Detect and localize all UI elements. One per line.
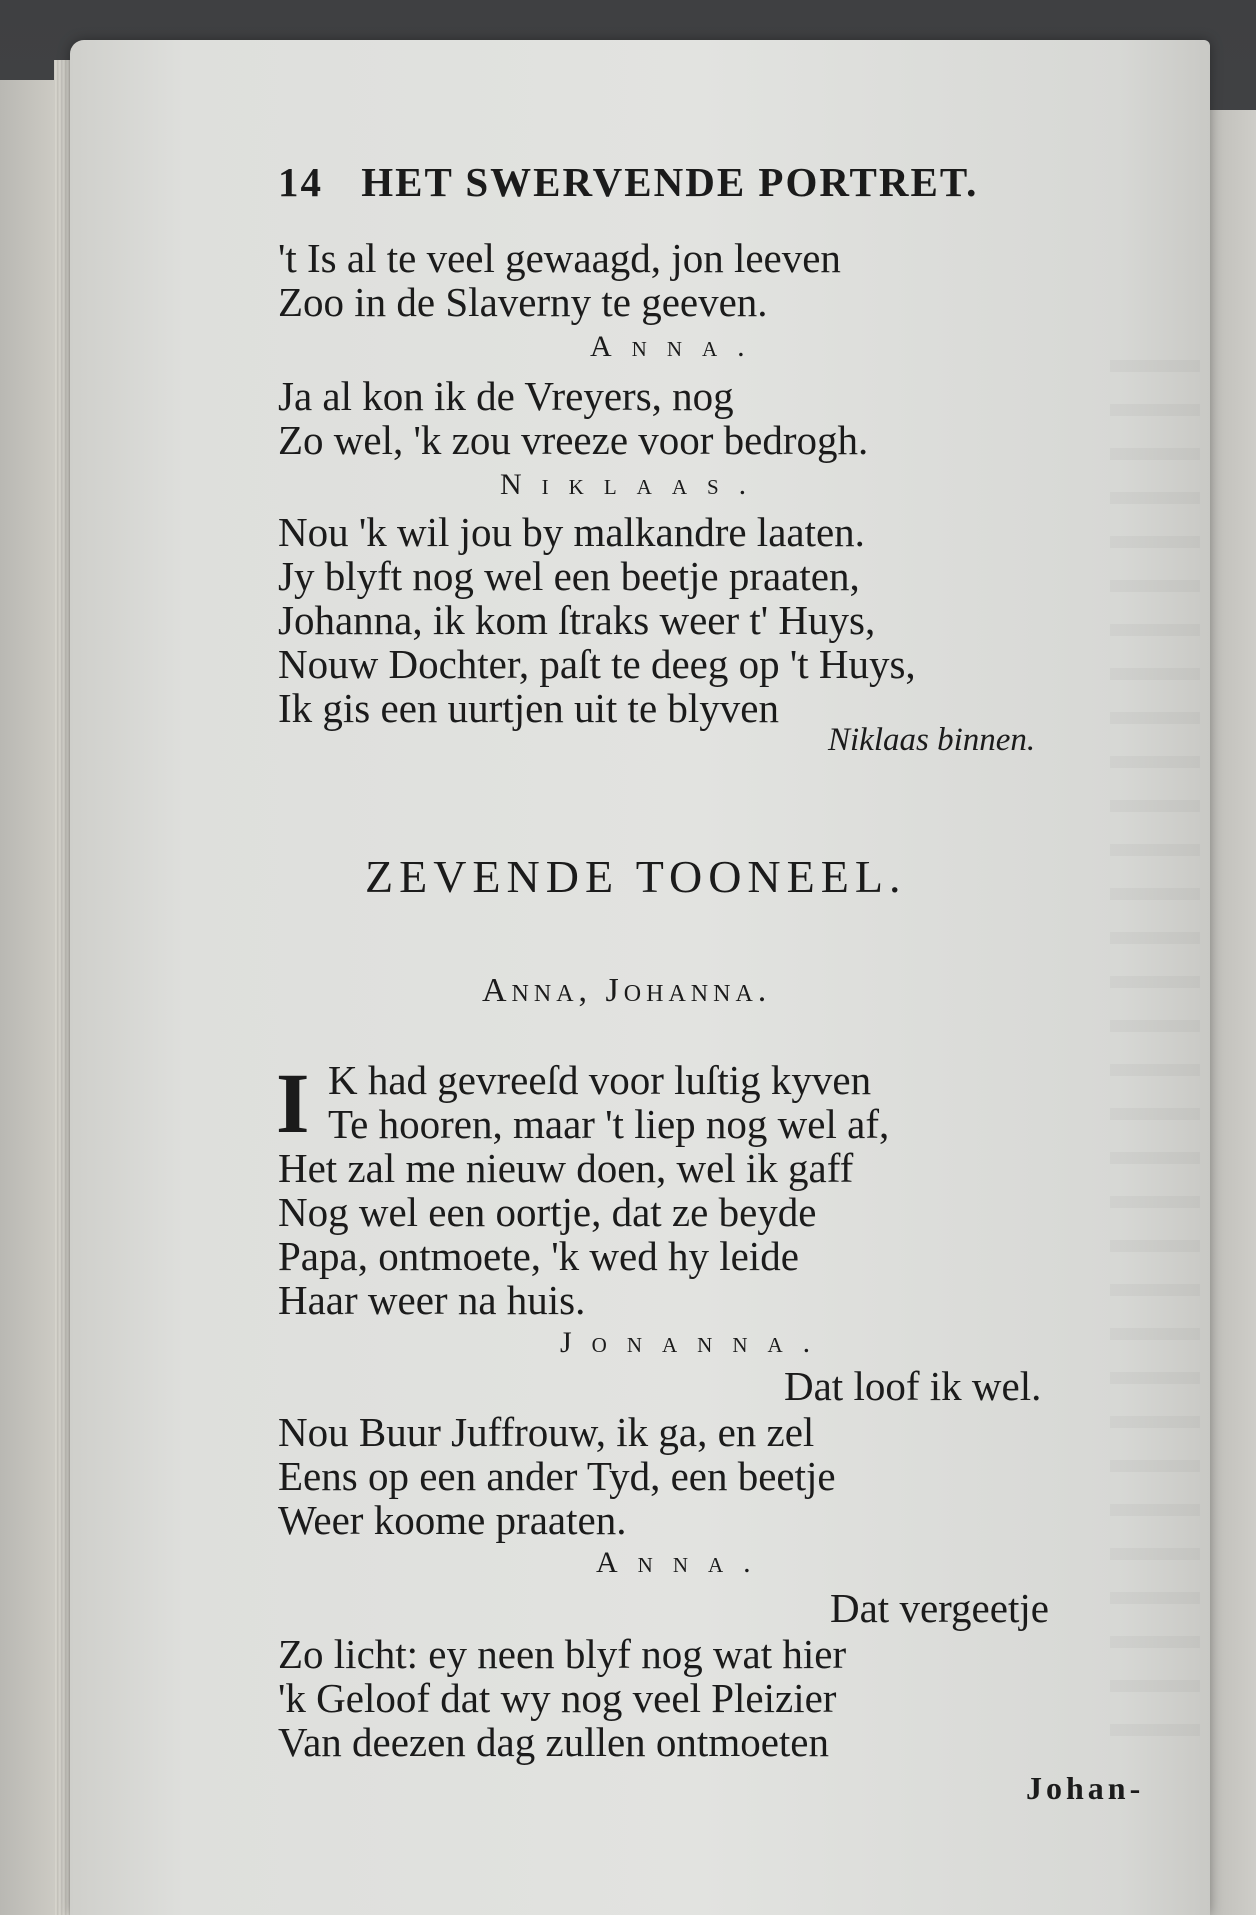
page-number: 14 bbox=[278, 159, 323, 205]
verse-line: Nou 'k wil jou by malkandre laaten. bbox=[278, 509, 865, 555]
verse-line: Zo wel, 'k zou vreeze voor bedrogh. bbox=[278, 417, 869, 463]
catchword: Johan- bbox=[1026, 1770, 1145, 1806]
verse-line: Johanna, ik kom ſtraks weer t' Huys, bbox=[278, 597, 876, 643]
running-title: HET SWERVENDE PORTRET. bbox=[361, 159, 979, 205]
verse-line: Haar weer na huis. bbox=[278, 1277, 586, 1323]
verse-line: K had gevreeſd voor luſtig kyven bbox=[328, 1057, 872, 1103]
verse-line: Papa, ontmoete, 'k wed hy leide bbox=[278, 1233, 799, 1279]
half-line: Dat vergeetje bbox=[830, 1585, 1049, 1631]
verse-line: Nog wel een oortje, dat ze beyde bbox=[278, 1189, 817, 1235]
verse-line: Jy blyft nog wel een beetje praaten, bbox=[278, 553, 860, 599]
speaker-niklaas: Niklaas. bbox=[500, 468, 767, 501]
running-header bbox=[278, 158, 978, 206]
verse-line: 't Is al te veel gewaagd, jon leeven bbox=[278, 235, 841, 281]
drop-cap: I bbox=[276, 1055, 310, 1151]
verse-line: Te hooren, maar 't liep nog wel af, bbox=[328, 1101, 890, 1147]
verse-line: Zoo in de Slaverny te geeven. bbox=[278, 279, 768, 325]
verse-line: Ja al kon ik de Vreyers, nog bbox=[278, 373, 734, 419]
speaker-anna: Anna. bbox=[590, 330, 765, 363]
verse-line: 'k Geloof dat wy nog veel Pleizier bbox=[278, 1675, 837, 1721]
speaker-johanna: Jonanna. bbox=[560, 1326, 831, 1359]
stage-direction: Niklaas binnen. bbox=[828, 722, 1036, 758]
verse-line: Nouw Dochter, paſt te deeg op 't Huys, bbox=[278, 641, 916, 687]
verse-line: Zo licht: ey neen blyf nog wat hier bbox=[278, 1631, 847, 1677]
verse-line: Weer koome praaten. bbox=[278, 1497, 627, 1543]
verse-line: Het zal me nieuw doen, wel ik gaff bbox=[278, 1145, 854, 1191]
verse-line: Nou Buur Juffrouw, ik ga, en zel bbox=[278, 1409, 815, 1455]
scene-title: ZEVENDE TOONEEL. bbox=[365, 851, 907, 902]
speaker-anna: Anna. bbox=[596, 1546, 771, 1579]
verse-line: Van deezen dag zullen ontmoeten bbox=[278, 1719, 829, 1765]
verse-line: Eens op een ander Tyd, een beetje bbox=[278, 1453, 836, 1499]
half-line: Dat loof ik wel. bbox=[784, 1363, 1042, 1409]
scene-cast: Anna, Johanna. bbox=[482, 972, 772, 1009]
verse-line: Ik gis een uurtjen uit te blyven bbox=[278, 685, 779, 731]
